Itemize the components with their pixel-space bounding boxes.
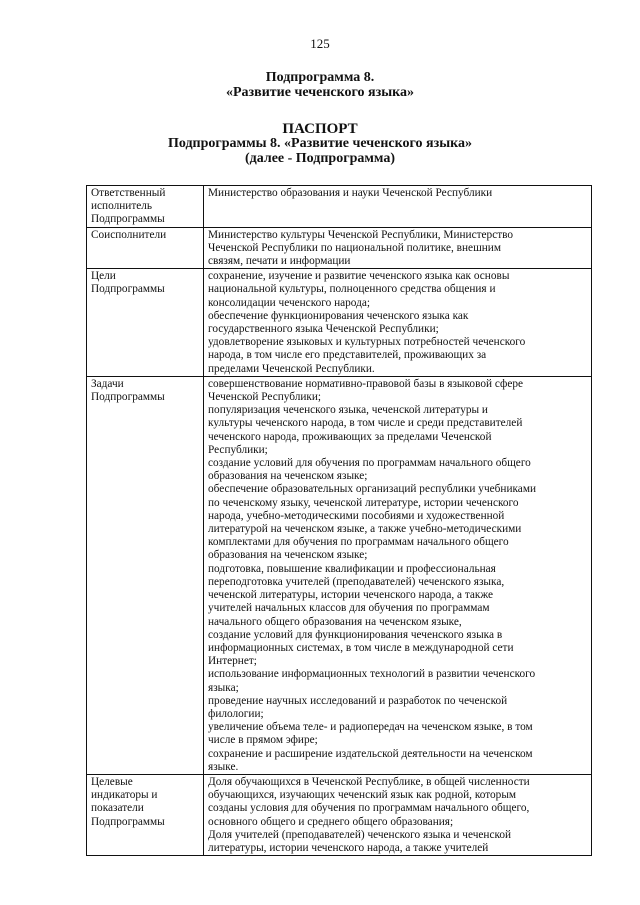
table-row xyxy=(87,269,592,377)
row-content-line: популяризация чеченского языка, чеченской литературы и xyxy=(208,404,488,417)
page-number: 125 xyxy=(310,36,330,51)
row-label-line: Ответственный xyxy=(91,187,166,199)
row-content-line: переподготовка учителей (преподавателей) чеченского языка, xyxy=(208,575,505,588)
subprogram-title: Подпрограмма 8. xyxy=(265,70,375,85)
row-content-cell xyxy=(204,376,592,774)
row-content-line: обеспечение функционирования чеченского языка как xyxy=(208,309,469,322)
subprogram-name: «Развитие чеченского языка» xyxy=(226,85,414,100)
row-content-line: филологии; xyxy=(208,707,264,720)
row-content-line: национальной культуры, полноценного средства общения и xyxy=(208,283,496,296)
row-content-line: основного общего и среднего общего образования; xyxy=(208,815,454,828)
row-content-line: чеченской литературы, истории чеченского народа, а также xyxy=(208,589,494,602)
row-content-line: увеличение объема теле- и радиопередач на чеченском языке, в том xyxy=(208,721,533,734)
row-label-line: Задачи xyxy=(91,377,124,390)
passport-table xyxy=(86,185,592,856)
row-content-cell xyxy=(204,186,592,228)
row-content-line: образования на чеченском языке; xyxy=(208,470,368,483)
row-content-line: сохранение и расширение издательской деятельности на чеченском xyxy=(208,747,533,760)
passport-title: ПАСПОРТ xyxy=(282,121,358,137)
row-content-line: консолидации чеченского народа; xyxy=(208,296,371,309)
row-label-cell xyxy=(87,227,204,269)
row-content-line: языка; xyxy=(208,681,239,694)
row-label-line: показатели xyxy=(91,802,144,815)
row-content-line: созданы условия для обучения по программам начального общего, xyxy=(208,802,530,815)
row-content-line: подготовка, повышение квалификации и профессиональная xyxy=(208,562,496,575)
row-content-line: сохранение, изучение и развитие чеченского языка как основы xyxy=(208,270,510,283)
row-content-line: чеченского народа, проживающих за пределами Чеченской xyxy=(208,430,492,443)
row-content-line: Министерство культуры Чеченской Республики, Министерство xyxy=(208,228,514,241)
row-content-line: создание условий для функционирования чеченского языка в xyxy=(208,628,503,641)
row-content-cell xyxy=(204,227,592,269)
row-label-line: Подпрограммы xyxy=(91,213,165,226)
row-content-line: Интернет; xyxy=(208,655,257,668)
row-label-line: Подпрограммы xyxy=(91,391,165,404)
row-content-line: литературы, истории чеченского народа, а также учителей xyxy=(208,841,489,854)
row-content-line: народа, учебно-методическими пособиями и художественной xyxy=(208,509,505,522)
row-content-line: образования на чеченском языке; xyxy=(208,549,368,562)
row-content-line: обучающихся, изучающих чеченский язык как родной, которым xyxy=(208,789,517,802)
table-row xyxy=(87,186,592,228)
row-content-line: учителей начальных классов для обучения по программам xyxy=(208,602,490,615)
row-content-line: Республики; xyxy=(208,443,268,456)
row-content-line: проведение научных исследований и разработок по чеченской xyxy=(208,694,508,707)
row-content-line: государственного языка Чеченской Республики; xyxy=(208,323,439,336)
row-label-line: индикаторы и xyxy=(91,789,158,802)
row-label-line: исполнитель xyxy=(91,200,153,213)
row-content-line: Доля учителей (преподавателей) чеченского языка и чеченской xyxy=(208,828,512,841)
row-content-line: Чеченской Республики; xyxy=(208,391,322,404)
row-label-line: Подпрограммы xyxy=(91,283,165,296)
row-label-line: Соисполнители xyxy=(91,228,167,241)
row-content-line: комплектами для обучения по программам начального общего xyxy=(208,536,509,549)
row-content-line: пределами Чеченской Республики. xyxy=(208,362,375,375)
row-content-line: литературой на чеченском языке, а также учебно-методическими xyxy=(208,523,522,536)
table-row xyxy=(87,774,592,855)
row-content-line: Чеченской Республики по национальной политике, внешним xyxy=(208,241,502,254)
row-content-line: совершенствование нормативно-правовой базы в языковой сфере xyxy=(208,377,523,390)
row-content-line: информационных системах, в том числе в международной сети xyxy=(208,641,514,654)
row-content-line: связям, печати и информации xyxy=(208,255,351,268)
row-content-line: по чеченскому языку, чеченской литературе, истории чеченского xyxy=(208,496,519,509)
row-label-cell xyxy=(87,774,204,855)
row-label-cell xyxy=(87,186,204,228)
row-content-cell xyxy=(204,269,592,377)
row-label-cell xyxy=(87,269,204,377)
table-row xyxy=(87,376,592,774)
row-content-line: создание условий для обучения по программам начального общего xyxy=(208,457,531,470)
row-content-cell xyxy=(204,774,592,855)
row-content-line: языке. xyxy=(208,760,239,773)
row-content-line: Министерство образования и науки Чеченской Республики xyxy=(208,187,493,199)
row-content-line: удовлетворение языковых и культурных потребностей чеченского xyxy=(208,336,526,349)
row-label-line: Подпрограммы xyxy=(91,815,165,828)
passport-subtitle: Подпрограммы 8. «Развитие чеченского языка» xyxy=(167,136,473,151)
row-content-line: культуры чеченского народа, в том числе и среди представителей xyxy=(208,417,523,430)
row-content-line: Доля обучающихся в Чеченской Республике, в общей численности xyxy=(208,775,530,788)
row-content-line: использование информационных технологий в развитии чеченского xyxy=(208,668,536,681)
row-content-line: начального общего образования на чеченском языке, xyxy=(208,615,462,628)
row-content-line: обеспечение образовательных организаций республики учебниками xyxy=(208,483,537,496)
row-label-line: Целевые xyxy=(91,775,133,788)
row-label-cell xyxy=(87,376,204,774)
row-content-line: числе в прямом эфире; xyxy=(208,734,318,747)
row-label-line: Цели xyxy=(91,270,116,283)
row-content-line: народа, в том числе его представителей, проживающих за xyxy=(208,349,487,362)
passport-note: (далее - Подпрограмма) xyxy=(244,151,395,166)
table-row xyxy=(87,227,592,269)
